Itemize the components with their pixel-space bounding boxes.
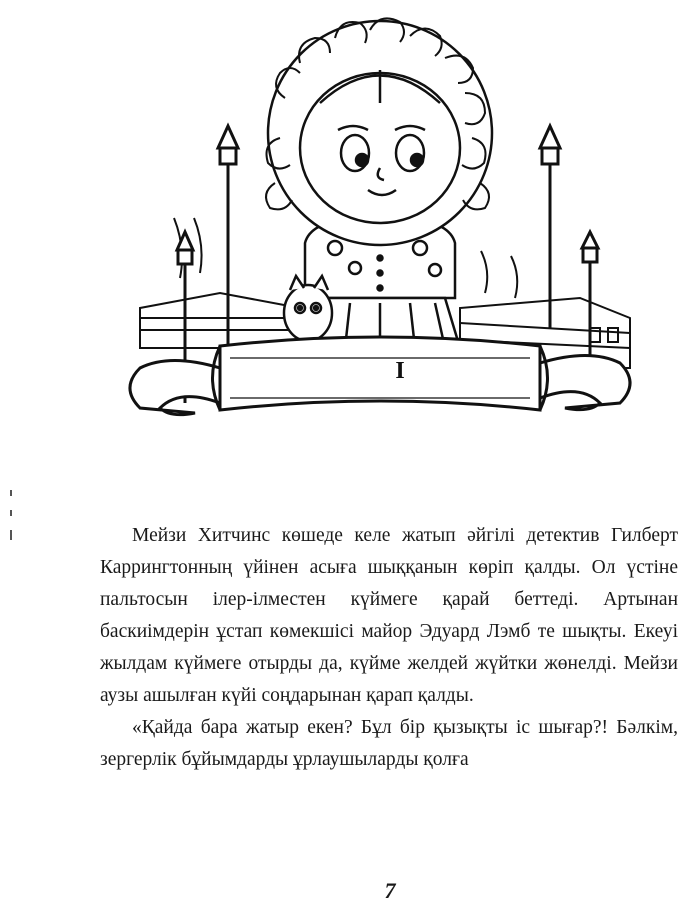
- margin-mark: [10, 530, 12, 540]
- margin-mark: [10, 490, 12, 496]
- paragraph: «Қайда бара жатыр екен? Бұл бір қызықты іс шығар?! Бәлкім, зергерлік бұйымдарды ұрлаушыларды қолға: [100, 717, 678, 770]
- body-text: [100, 520, 678, 776]
- lamp-post-right-tall: [540, 126, 560, 328]
- page-number: 7: [384, 878, 396, 903]
- chapter-number: I: [395, 358, 405, 384]
- cat-figure: [284, 276, 332, 341]
- paragraph: Мейзи Хитчинс көшеде келе жатып әйгілі детектив Гилберт Каррингтонның үйінен асыға шыққанын көріп қалды. Ол үстіне пальтосын ілер-ілместен күймеге қарай беттеді. Артынан баскиімдерін ұстап көмекшісі майор Эдуард Лэмб те шықты. Екеуі жылдам күймеге отырды да, күйме желдей жүйтки жөнелді. Мейзи аузы ашылған күйі соңдарынан қарап қалды.: [100, 525, 678, 706]
- margin-mark: [10, 510, 12, 516]
- girl-head: [266, 18, 492, 245]
